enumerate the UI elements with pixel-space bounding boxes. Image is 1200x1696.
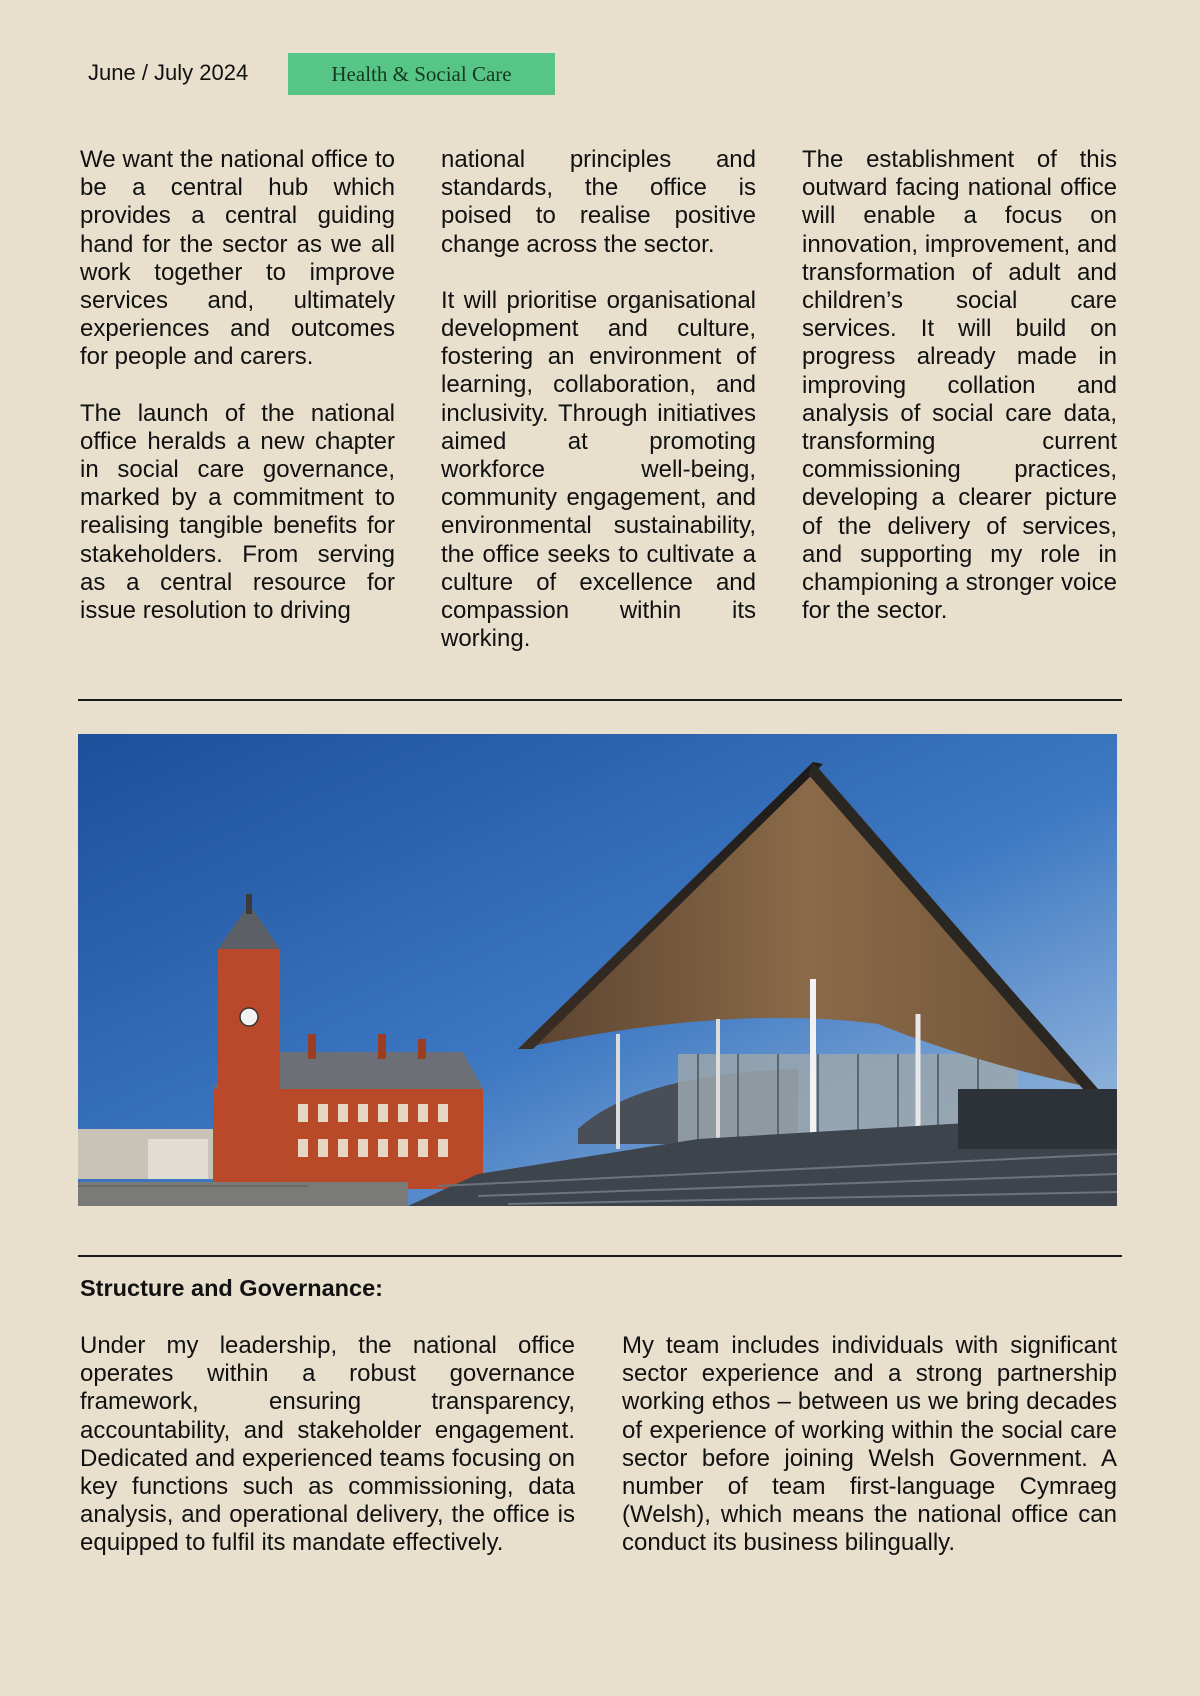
category-tag: Health & Social Care xyxy=(288,53,555,95)
paragraph: We want the national office to be a central hub which provides a central guiding hand for the sector as we all work together to improve services and, ultimately experiences and outcomes for people and carers. xyxy=(80,146,395,371)
cardiff-bay-photo xyxy=(78,734,1117,1206)
structure-column-2 xyxy=(622,1332,1117,1558)
paragraph: The launch of the national office heralds a new chapter in social care governance, marked by a commitment to realising tangible benefits for stakeholders. From serving as a central resource for issue resolution to driving xyxy=(80,399,395,625)
divider-bottom xyxy=(78,1255,1122,1257)
section-title: Structure and Governance: xyxy=(80,1275,383,1301)
paragraph: The establishment of this outward facing national office will enable a focus on innovation, improvement, and transformation of adult and children’s social care services. It will build on progress already made in improving collation and analysis of social care data, transforming current commissioning practices, developing a clearer picture of the delivery of services, and supporting my role in championing a stronger voice for the sector. xyxy=(802,146,1117,625)
divider-top xyxy=(78,699,1122,701)
issue-date: June / July 2024 xyxy=(88,60,249,85)
paragraph: Under my leadership, the national office operates within a robust governance framework, ensuring transparency, accountability, and stakeholder engagement. Dedicated and experienced teams focusing on key functions such as commissioning, data analysis, and operational delivery, the office is equipped to fulfil its mandate effectively. xyxy=(80,1332,575,1557)
intro-column-3 xyxy=(802,146,1117,653)
intro-column-2 xyxy=(441,146,756,681)
intro-column-1 xyxy=(80,146,395,653)
paragraph: national principles and standards, the office is poised to realise positive change across the sector. xyxy=(441,146,756,258)
paragraph: My team includes individuals with significant sector experience and a strong partnership working ethos – between us we bring decades of experience of working within the social care sector before joining Welsh Government. A number of team first-language Cymraeg (Welsh), which means the national office can conduct its business bilingually. xyxy=(622,1332,1117,1557)
structure-column-1 xyxy=(80,1332,575,1558)
paragraph: It will prioritise organisational development and culture, fostering an environment of learning, collaboration, and inclusivity. Through initiatives aimed at promoting workforce well-being, community engagement, and environmental sustainability, the office seeks to cultivate a culture of excellence and compassion within its working. xyxy=(441,286,756,653)
